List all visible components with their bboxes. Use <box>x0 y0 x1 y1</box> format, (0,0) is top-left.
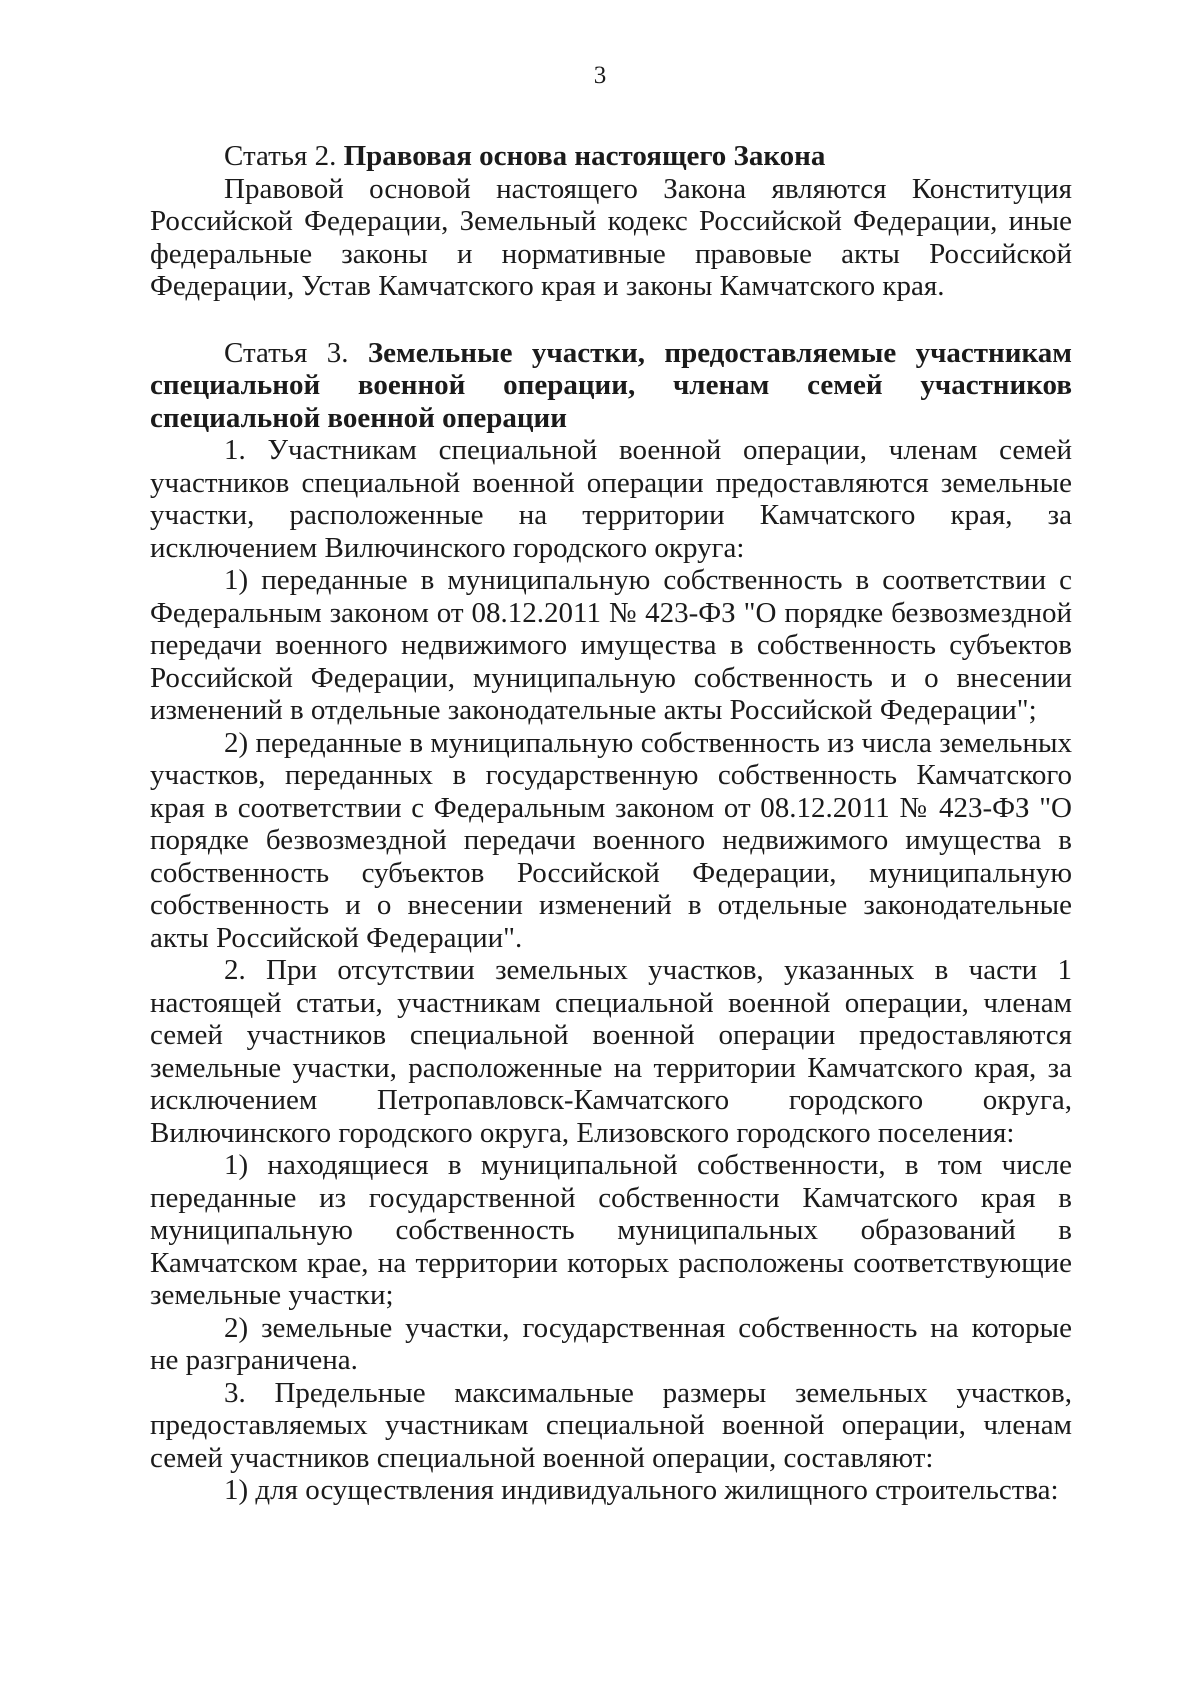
article-2 <box>150 140 1072 303</box>
article-3-part-2: 2. При отсутствии земельных участков, указанных в части 1 настоящей статьи, участникам специальной военной операции, членам семей участников специальной военной операции предоставляются земельные участки, расположенные на территории Камчатского края, за исключением Петропавловск-Камчатского городского округа, Вилючинского городского округа, Елизовского городского поселения: <box>150 954 1072 1149</box>
article-3-part-3: 3. Предельные максимальные размеры земельных участков, предоставляемых участникам специальной военной операции, членам семей участников специальной военной операции, составляют: <box>150 1376 1072 1474</box>
article-3-number: Статья 3. <box>224 336 349 369</box>
article-3-part-2-item-2: 2) земельные участки, государственная собственность на которые не разграничена. <box>150 1311 1072 1376</box>
article-2-title: Правовая основа настоящего Закона <box>343 140 826 172</box>
article-3 <box>150 337 1072 1507</box>
article-3-part-1: 1. Участникам специальной военной операции, членам семей участников специальной военной операции предоставляются земельные участки, расположенные на территории Камчатского края, за исключением Вилючинского городского округа: <box>150 434 1072 564</box>
article-2-heading <box>150 140 1072 173</box>
article-3-part-2-item-1: 1) находящиеся в муниципальной собственности, в том числе переданные из государственной собственности Камчатского края в муниципальную собственность муниципальных образований в Камчатском крае, на территории которых расположены соответствующие земельные участки; <box>150 1149 1072 1311</box>
document-body <box>150 140 1072 1507</box>
section-gap <box>150 303 1072 337</box>
article-3-heading <box>150 337 1072 435</box>
article-2-paragraph: Правовой основой настоящего Закона являются Конституция Российской Федерации, Земельный кодекс Российской Федерации, иные федеральные законы и нормативные правовые акты Российской Федерации, Устав Камчатского края и законы Камчатского края. <box>150 172 1072 302</box>
article-2-number: Статья 2. <box>224 140 337 172</box>
page-number: 3 <box>593 62 607 89</box>
article-3-title: Земельные участки, предоставляемые участникам специальной военной операции, членам семей участников специальной военной операции <box>150 336 1072 434</box>
article-3-part-1-item-2: 2) переданные в муниципальную собственность из числа земельных участков, переданных в государственную собственность Камчатского края в соответствии с Федеральным законом от 08.12.2011 № 423-ФЗ "О порядке безвозмездной передачи военного недвижимого имущества в собственность субъектов Российской Федерации, муниципальную собственность и о внесении изменений в отдельные законодательные акты Российской Федерации". <box>150 726 1072 954</box>
article-3-part-1-item-1: 1) переданные в муниципальную собственность в соответствии с Федеральным законом от 08.12.2011 № 423-ФЗ "О порядке безвозмездной передачи военного недвижимого имущества в собственность субъектов Российской Федерации, муниципальную собственность и о внесении изменений в отдельные законодательные акты Российской Федерации"; <box>150 564 1072 726</box>
article-3-part-3-item-1: 1) для осуществления индивидуального жилищного строительства: <box>224 1474 1059 1506</box>
